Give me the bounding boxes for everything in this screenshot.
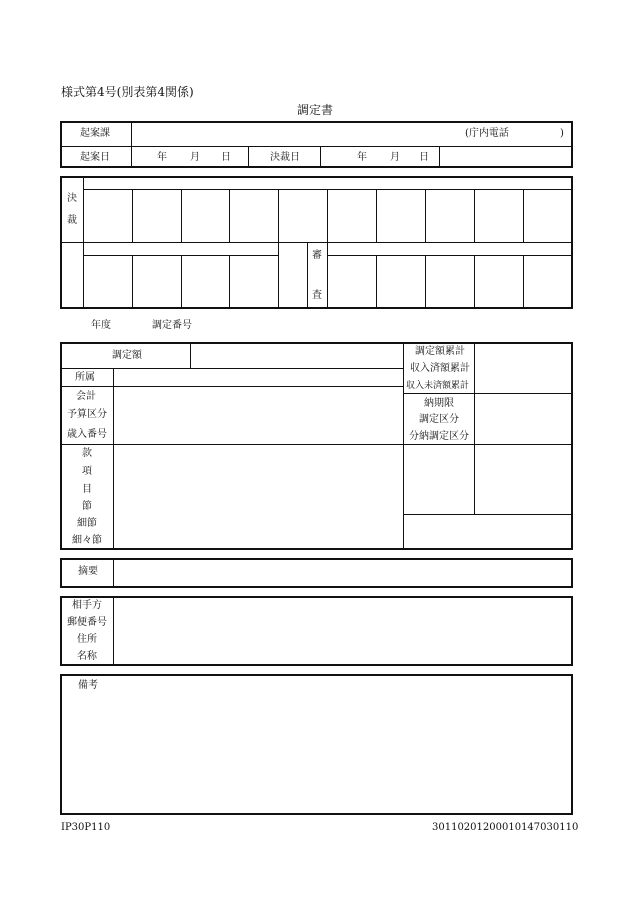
saisaisetsu-label: 細々節 [72, 535, 102, 546]
phone-label: (庁内電話 [465, 128, 509, 139]
phone-close: ) [560, 128, 564, 139]
decision-char-1: 決 [67, 193, 77, 204]
moku-label: 目 [82, 484, 92, 495]
review-char-2: 査 [312, 290, 322, 301]
setsu-label: 節 [82, 501, 92, 512]
name-label: 名称 [77, 651, 97, 662]
amount-label: 調定額 [112, 350, 142, 361]
party-label: 相手方 [72, 600, 102, 611]
counterparty-table [60, 596, 573, 666]
account-label: 会計 [76, 391, 96, 402]
summary-table [60, 558, 573, 588]
kou-label: 項 [82, 466, 92, 477]
origin-year: 年 [157, 152, 167, 163]
origin-month: 月 [190, 152, 200, 163]
address-label: 住所 [77, 634, 97, 645]
origin-dept-label: 起案課 [80, 128, 110, 139]
installment-category-label: 分納調定区分 [409, 431, 469, 442]
fiscal-year-label: 年度 [91, 320, 111, 331]
decision-date-label: 決裁日 [270, 152, 300, 163]
affiliation-label: 所属 [75, 372, 95, 383]
decision-day: 日 [419, 152, 429, 163]
assessment-category-label: 調定区分 [419, 414, 459, 425]
decision-month: 月 [390, 152, 400, 163]
decision-year: 年 [357, 152, 367, 163]
budget-category-label: 予算区分 [67, 409, 107, 420]
saisetsu-label: 細節 [77, 518, 97, 529]
remarks-box [60, 674, 573, 815]
main-table [60, 342, 573, 550]
origin-date-label: 起案日 [80, 152, 110, 163]
review-char-1: 審 [312, 250, 322, 261]
cumulative-amount-label: 調定額累計 [415, 346, 465, 357]
unreceived-cumulative-label: 収入未済額累計 [406, 381, 470, 391]
assessment-no-label: 調定番号 [152, 320, 192, 331]
origin-day: 日 [221, 152, 231, 163]
form-code: IP30P110 [61, 822, 111, 833]
form-label: 様式第4号(別表第4関係) [61, 85, 194, 99]
postal-label: 郵便番号 [67, 617, 107, 628]
decision-char-2: 裁 [67, 215, 77, 226]
received-cumulative-label: 収入済額累計 [410, 363, 470, 374]
document-code: 30110201200010147030110 [432, 822, 579, 833]
page-title: 調定書 [297, 103, 334, 117]
summary-label: 摘要 [78, 566, 98, 577]
remarks-label: 備考 [78, 680, 98, 691]
kan-label: 款 [82, 448, 92, 459]
revenue-no-label: 歳入番号 [67, 429, 107, 440]
due-date-label: 納期限 [424, 398, 454, 409]
